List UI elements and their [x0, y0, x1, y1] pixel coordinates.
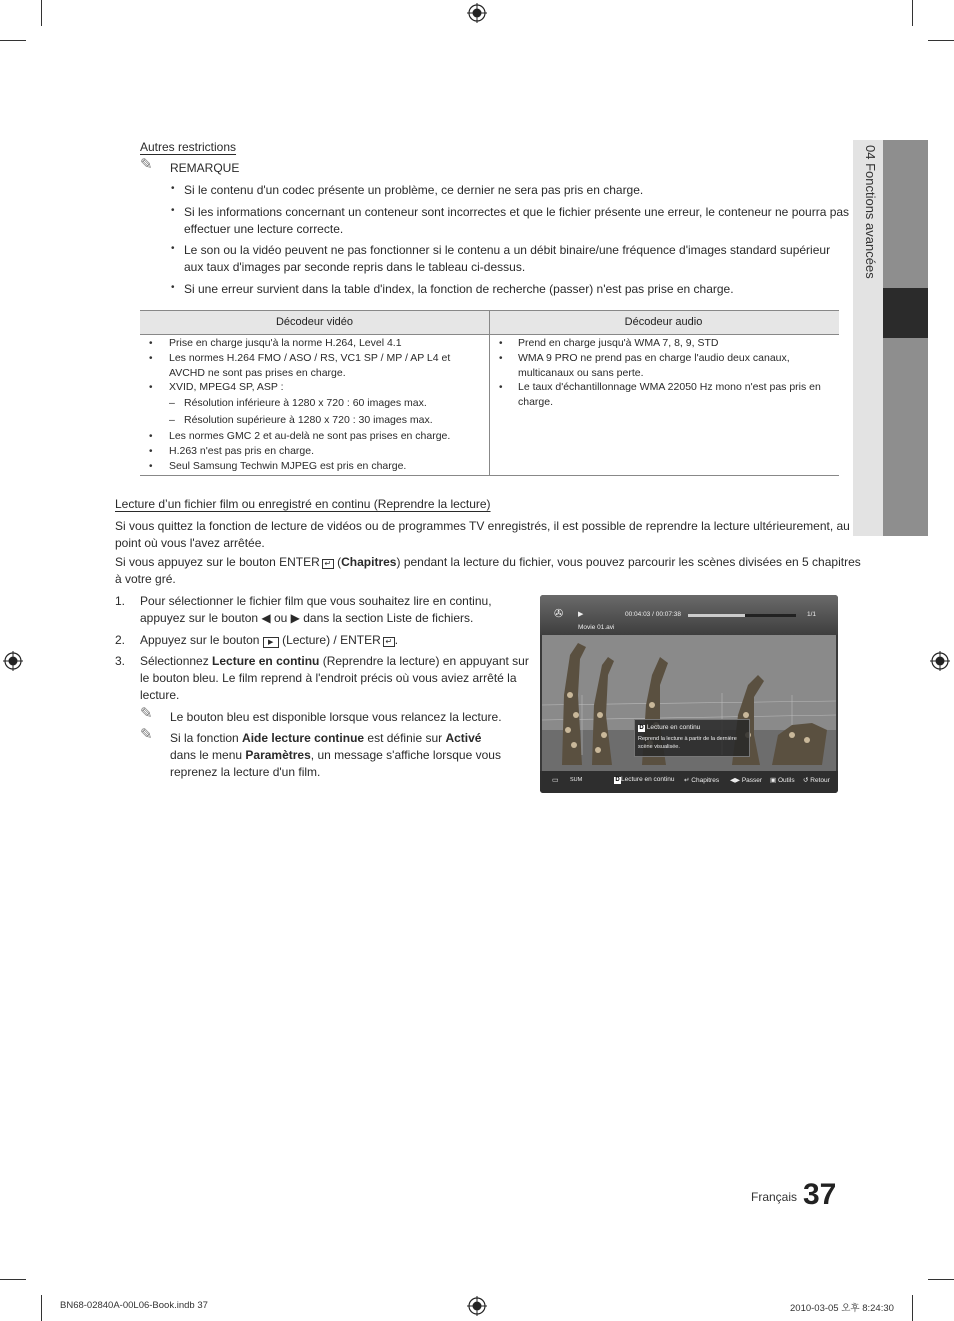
audio-codec-item: Prend en charge jusqu'à WMA 7, 8, 9, STD: [518, 337, 719, 349]
video-codec-item: H.263 n'est pas pris en charge.: [169, 445, 315, 457]
usb-icon: ▭: [552, 777, 559, 784]
tv-sum-label: SUM: [570, 777, 583, 783]
side-tab-label: 04 Fonctions avancées: [863, 145, 878, 279]
enter-key-icon: ↵: [684, 777, 692, 784]
giraffe-photo: [542, 635, 836, 771]
blue-d-key-icon: D: [615, 777, 620, 783]
footer-date: 2010-03-05 오후 8:24:30: [790, 1303, 894, 1314]
video-codec-item: Prise en charge jusqu'à la norme H.264, Level 4.1: [169, 337, 402, 349]
note-text: dans le menu Paramètres, un message s'affiche lorsque vous: [170, 748, 501, 762]
tv-progress-bar: [688, 614, 796, 617]
restriction-item: effectuer une lecture correcte.: [184, 222, 344, 236]
bullet-icon: •: [499, 338, 503, 349]
bullet-icon: •: [149, 338, 153, 349]
step-text: Sélectionnez Lecture en continu (Reprendre la lecture) en appuyant sur: [140, 654, 529, 668]
tv-time: 00:04:03 / 00:07:38: [625, 611, 682, 618]
left-right-arrows-icon: ◀▶: [730, 777, 742, 784]
table-header-audio: Décodeur audio: [624, 316, 703, 328]
footer-file: BN68-02840A-00L06-Book.indb 37: [60, 1300, 208, 1311]
video-codec-item: Seul Samsung Techwin MJPEG est pris en charge.: [169, 460, 407, 472]
crop-mark: [0, 40, 26, 41]
bullet-icon: •: [149, 353, 153, 364]
crop-mark: [41, 0, 42, 26]
restrictions-heading: Autres restrictions: [140, 140, 237, 154]
video-codec-item: AVCHD ne sont pas prises en charge.: [169, 367, 346, 379]
tv-button-skip[interactable]: ◀▶ Passer: [730, 777, 763, 784]
play-key-icon: ▶: [263, 637, 279, 648]
crop-mark: [928, 40, 954, 41]
restriction-item: Si le contenu d'un codec présente un problème, ce dernier ne sera pas pris en charge.: [184, 183, 644, 197]
restriction-item: Si une erreur survient dans la table d'index, la fonction de recherche (passer) n'est pas prise en charge.: [184, 282, 734, 296]
step-number: 2.: [115, 633, 126, 647]
codec-table: [140, 310, 839, 476]
video-codec-subitem: Résolution supérieure à 1280 x 720 : 30 images max.: [184, 414, 433, 426]
note-pencil-icon: ✎: [140, 726, 153, 743]
page-number: 37: [803, 1178, 837, 1211]
video-codec-item: Les normes H.264 FMO / ASO / RS, VC1 SP / MP / AP L4 et: [169, 352, 451, 364]
audio-codec-item: multicanaux ou sans perte.: [518, 367, 644, 379]
crop-mark: [912, 1295, 913, 1321]
bullet-icon: •: [499, 382, 503, 393]
bullet-icon: •: [149, 431, 153, 442]
return-icon: ↺: [803, 777, 811, 784]
bullet-icon: •: [171, 183, 175, 194]
resume-paragraph: Si vous appuyez sur le bouton ENTER ↵ (Chapitres) pendant la lecture du fichier, vous pouvez parcourir les scènes divisées en 5 chapitres: [115, 555, 861, 569]
bullet-icon: •: [171, 205, 175, 216]
audio-codec-item: Le taux d'échantillonnage WMA 22050 Hz mono n'est pas pris en: [518, 381, 821, 393]
step-text: Appuyez sur le bouton ▶ (Lecture) / ENTER ↵ .: [140, 633, 399, 647]
crop-mark: [912, 0, 913, 26]
video-codec-item: XVID, MPEG4 SP, ASP :: [169, 381, 284, 393]
dash-icon: –: [169, 414, 175, 426]
registration-mark-icon: [930, 651, 950, 671]
registration-mark-icon: [467, 3, 487, 23]
resume-popup: D Lecture en continu Reprend la lecture à partir de la dernière scène visualisée.: [634, 719, 750, 757]
side-tab-bar: [883, 140, 928, 536]
resume-heading: Lecture d’un fichier film ou enregistré en continu (Reprendre la lecture): [115, 497, 491, 511]
side-tab-active-segment: [883, 288, 928, 338]
video-codec-item: Les normes GMC 2 et au-delà ne sont pas prises en charge.: [169, 430, 451, 442]
play-icon: ▶: [578, 611, 584, 618]
note-pencil-icon: ✎: [140, 156, 153, 173]
enter-key-icon: ↵: [383, 637, 395, 647]
registration-mark-icon: [467, 1296, 487, 1316]
enter-key-icon: ↵: [322, 559, 334, 569]
tv-progress-fill: [688, 614, 745, 617]
video-codec-subitem: Résolution inférieure à 1280 x 720 : 60 images max.: [184, 397, 427, 409]
tv-screenshot: [540, 595, 838, 793]
step-text: le bouton bleu. Le film reprend à l'endroit précis où vous aviez arrêté la: [140, 671, 517, 685]
restriction-item: Le son ou la vidéo peuvent ne pas fonctionner si le contenu a un débit binaire/une fréquence d'images standard supérieur: [184, 243, 831, 257]
audio-codec-item: charge.: [518, 396, 554, 408]
tv-button-tools[interactable]: ▣ Outils: [770, 777, 795, 784]
bullet-icon: •: [171, 243, 175, 254]
table-header-video: Décodeur vidéo: [275, 316, 354, 328]
resume-paragraph: point où vous l'avez arrêtée.: [115, 536, 265, 550]
tools-icon: ▣: [770, 777, 778, 784]
note-label: REMARQUE: [170, 161, 240, 175]
film-reel-icon: ✇: [554, 608, 564, 620]
note-text: Si la fonction Aide lecture continue est définie sur Activé: [170, 731, 482, 745]
step-text: appuyez sur le bouton ◀ ou ▶ dans la section Liste de fichiers.: [140, 611, 474, 625]
note-text: reprenez la lecture d'un film.: [170, 765, 321, 779]
bullet-icon: •: [149, 461, 153, 472]
step-text: Pour sélectionner le fichier film que vous souhaitez lire en continu,: [140, 594, 492, 608]
tv-count: 1/1: [807, 611, 817, 618]
bullet-icon: •: [171, 282, 175, 293]
crop-mark: [0, 1279, 26, 1280]
resume-paragraph: Si vous quittez la fonction de lecture de vidéos ou de programmes TV enregistrés, il est possible de reprendre la lecture ultérieurement, au: [115, 519, 850, 533]
blue-d-key-icon: D: [639, 725, 644, 731]
step-number: 1.: [115, 594, 126, 608]
resume-paragraph: à votre gré.: [115, 572, 176, 586]
tv-button-return[interactable]: ↺ Retour: [803, 777, 830, 784]
tv-button-resume[interactable]: DLecture en continu: [615, 776, 675, 783]
page-language: Français: [751, 1190, 798, 1204]
note-text: Le bouton bleu est disponible lorsque vous relancez la lecture.: [170, 710, 502, 724]
bullet-icon: •: [149, 446, 153, 457]
crop-mark: [928, 1279, 954, 1280]
audio-codec-item: WMA 9 PRO ne prend pas en charge l'audio deux canaux,: [518, 352, 790, 364]
bullet-icon: •: [499, 353, 503, 364]
bullet-icon: •: [149, 382, 153, 393]
restriction-item: aux taux d'images par seconde repris dans le tableau ci-dessus.: [184, 260, 526, 274]
note-pencil-icon: ✎: [140, 705, 153, 722]
crop-mark: [41, 1295, 42, 1321]
tv-button-chapters[interactable]: ↵ Chapitres: [684, 777, 720, 784]
registration-mark-icon: [3, 651, 23, 671]
enter-key-label: ENTER: [279, 555, 320, 569]
tv-filename: Movie 01.avi: [578, 624, 615, 631]
dash-icon: –: [169, 397, 175, 409]
restriction-item: Si les informations concernant un conteneur sont incorrectes et que le fichier présente une erreur, le conteneur ne pourra pas: [184, 205, 850, 219]
step-text: lecture.: [140, 688, 180, 702]
step-number: 3.: [115, 654, 126, 668]
